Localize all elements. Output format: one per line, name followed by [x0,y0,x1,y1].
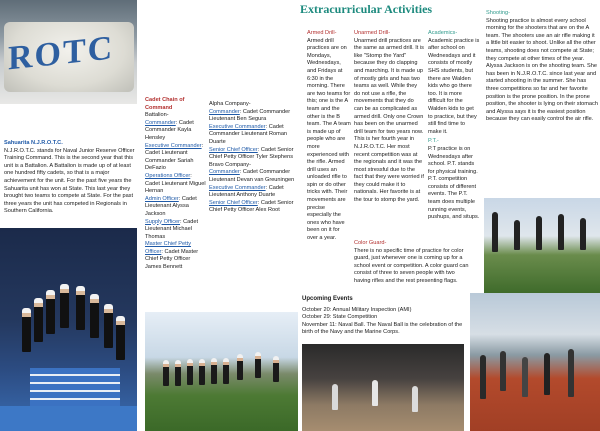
cadet-figure [255,352,261,378]
chain-person: : Cadet Senior Chief Petty Officer Tyler Stephens [209,146,294,161]
event-item: October 29: State Competition [302,314,378,321]
stage-photo [0,228,137,431]
chain-person: : Cadet Commander Lieutenant Ben Segura [209,108,291,123]
nrotc-heading: Sahuarita N.J.R.O.T.C. [4,140,63,146]
cadet-figure [500,351,506,391]
chain-entry [209,200,297,215]
chain-role-link[interactable]: Senior Chief Officer [209,146,258,153]
chain-entry [209,169,297,184]
cadet-figure [568,349,574,397]
cadet-figure [273,356,279,382]
chain-role-link[interactable]: Master Chief Petty Officer [145,241,192,255]
chain-role-link[interactable]: Executive Commander [209,123,266,130]
chain-entry: Battalion- [145,112,169,119]
unarmed-drill-section [354,30,424,205]
chain-person: : Cadet Lieutenant Anthony Duarte [209,184,284,199]
armed-drill-section [307,30,351,243]
chain-entry [209,147,297,162]
drill-photo [302,344,464,431]
cadet-figure [187,359,193,385]
chain-role-link[interactable]: Commander [209,108,240,115]
color-guard-heading: Color Guard- [354,240,387,246]
cadet-figure [60,284,69,328]
cadet-figure [372,380,378,406]
academics-body: Academic practice is after school on Wednesdays and it consists of mostly SHS students, but there are Walden kids who go there too. It is more difficult for the Walden kids to get to practice, but they still find time to make it. [428,37,480,135]
events-section [302,296,468,337]
cadet-figure [22,308,31,352]
chain-entry: Alpha Company- [209,101,251,107]
color-guard-body: There is no specific time of practice for color guard, just whenever one is coming up for a school event or competition. A color guard can consist of three to seven people with two having rifles and the rest presenting flags. [354,247,469,284]
cadet-figure [34,298,43,342]
chain-col2 [209,101,297,215]
armed-drill-heading: Armed Drill- [307,30,337,36]
chain-person: : Cadet Commander Lieutenant Devan van Greuningen [209,169,295,183]
chain-person: : Cadet Commander Lieutenant Roman Duarte [209,123,288,145]
chain-entry [145,143,207,173]
shooting-heading: Shooting- [486,10,510,16]
chain-list [209,101,297,215]
cadet-figure [237,354,243,380]
events-heading: Upcoming Events [302,296,353,302]
cadet-figure [104,304,113,348]
armed-drill-body: Armed drill practices are on Mondays, Wednesdays, and Fridays at 6:30 in the morning. There are two teams for this; one is the A team and the other is the B team. The A team is made up of people who are more experienced with the rifle. Armed drill uses an unloaded rifle to spin or do other tricks with. Their movements are precise especially the ones who have been on it for over a year. [307,37,351,242]
chain-entry: Bravo Company- [209,161,251,168]
event-item: November 11: Naval Ball. The Naval Ball is the celebration of the birth of the Navy and the Marine Corps. [302,321,463,336]
cadet-figure [116,316,125,360]
cadet-figure [175,360,181,386]
chain-person: : Cadet Lieutenant Commander Sariah DeFazio [145,142,204,172]
chain-entry [145,241,207,271]
chain-entry [209,185,297,200]
cadet-figure [412,386,418,412]
chain-role-link[interactable]: Operations Officer [145,172,191,179]
chain-person: : Cadet Commander Kayla Hensley [145,119,194,141]
chain-role-link[interactable]: Admin Officer [145,195,179,202]
cake-lettering: ROTC [8,29,115,78]
chain-person: : Cadet Senior Chief Petty Officer Alex Root [209,199,294,214]
chain-role-link[interactable]: Executive Commander [209,184,266,191]
chain-entry [209,124,297,147]
nrotc-section [4,140,135,216]
chain-entry [145,219,207,242]
chain-person: : Cadet Lieutenant Miguel Hernan [145,172,206,195]
chain-role-link[interactable]: Supply Officer [145,218,181,225]
track-photo [470,293,600,431]
cadet-figure [223,358,229,384]
cadet-figure [558,214,564,250]
shooting-body: Shooting practice is almost every school morning for the shooters that are on the A team. The shooters use an air rifle making it a little bit easier to shoot. Unlike all the other teams, shooting does not compete at State; they compete at other times of the year. Alyssa Jackson is on the shooting team. She has been in N.J.R.O.T.C. since last year and started shooting in the summer. She has three competitions so far and her favorite position is the prone position. In the prone position, the shooter is lying on their stomach and Alyssa says it is the easiest position because they can easily control the air rifle. [486,17,598,123]
chain-entry [145,120,207,143]
nrotc-body: N.J.R.O.T.C. stands for Naval Junior Reserve Officer Training Command. This is the second year that this unit is a Battalion. A Battalion is made up of at least one hundred fifty cadets, so that is a major achievement for the unit. For the past five years the Sahuarita unit has won at State. This last year they brought two teams to compete at State. For the past three years the unit has competed in Regionals in Southern California. [4,147,135,215]
cadet-figure [76,286,85,330]
page-title: Extracurricular Activities [300,2,433,16]
pt-heading: P.T.- [428,138,439,145]
cadet-figure [492,212,498,252]
cadet-figure [536,216,542,250]
cadet-figure [332,384,338,410]
chain-person: : Cadet Master Chief Petty Officer James Bennett [145,248,199,271]
cadet-figure [580,218,586,250]
shooting-photo [484,198,600,293]
cadet-figure [522,357,528,397]
event-item: October 20: Annual Military Inspection (AMI) [302,306,412,313]
chain-role-link[interactable]: Senior Chief Officer [209,199,258,206]
chain-role-link[interactable]: Commander [145,119,176,126]
unarmed-drill-heading: Unarmed Drill- [354,30,391,36]
chain-person: : Cadet Lieutenant Michael Thomas [145,218,199,240]
cadet-figure [514,220,520,250]
pt-body: P.T practice is on Wednesdays after school. P.T. stands for physical training. P.T. competition consists of different events. The P.T. team does multiple running events, pushups, and situps. [428,145,480,221]
cadet-figure [544,353,550,395]
stage-floor [0,406,137,431]
shooting-section [486,10,598,124]
chain-list [145,112,207,271]
unarmed-drill-body: Unarmed drill practices are the same as armed drill. It is like "Stomp the Yard" because they do clapping and marching. It is made up of mostly girls and has two teams as well. While they do not use a rifle, the movements that they do can be as complicated as armed drill. Only one Crown has been on the unarmed drill team for two years now. This is her fourth year in N.J.R.O.T.C. Her most recent competition was at the regionals and it was the most stressful due to the fact that they were worried if they could make it to nationals. Her favorite is at the tour to stomp the yard. [354,37,424,204]
chain-heading: Cadet Chain of Command [145,97,185,111]
color-guard-section [354,240,470,286]
chain-role-link[interactable]: Executive Commander [145,142,202,149]
cadet-figure [480,355,486,399]
cadet-figure [46,290,55,334]
chain-entry [209,109,297,124]
cake-photo [0,0,137,104]
chain-entry [145,173,207,196]
cadet-figure [199,359,205,385]
cadet-figure [163,360,169,386]
cadet-figure [90,294,99,338]
academics-section [428,30,480,222]
cadet-figure [211,358,217,384]
parade-photo [145,312,298,431]
chain-role-link[interactable]: Commander [209,169,240,176]
chain-col1 [145,97,207,272]
chain-entry [145,196,207,219]
academics-heading: Academics- [428,30,458,36]
chain-person: : Cadet Lieutenant Alyssa Jackson [145,195,197,217]
